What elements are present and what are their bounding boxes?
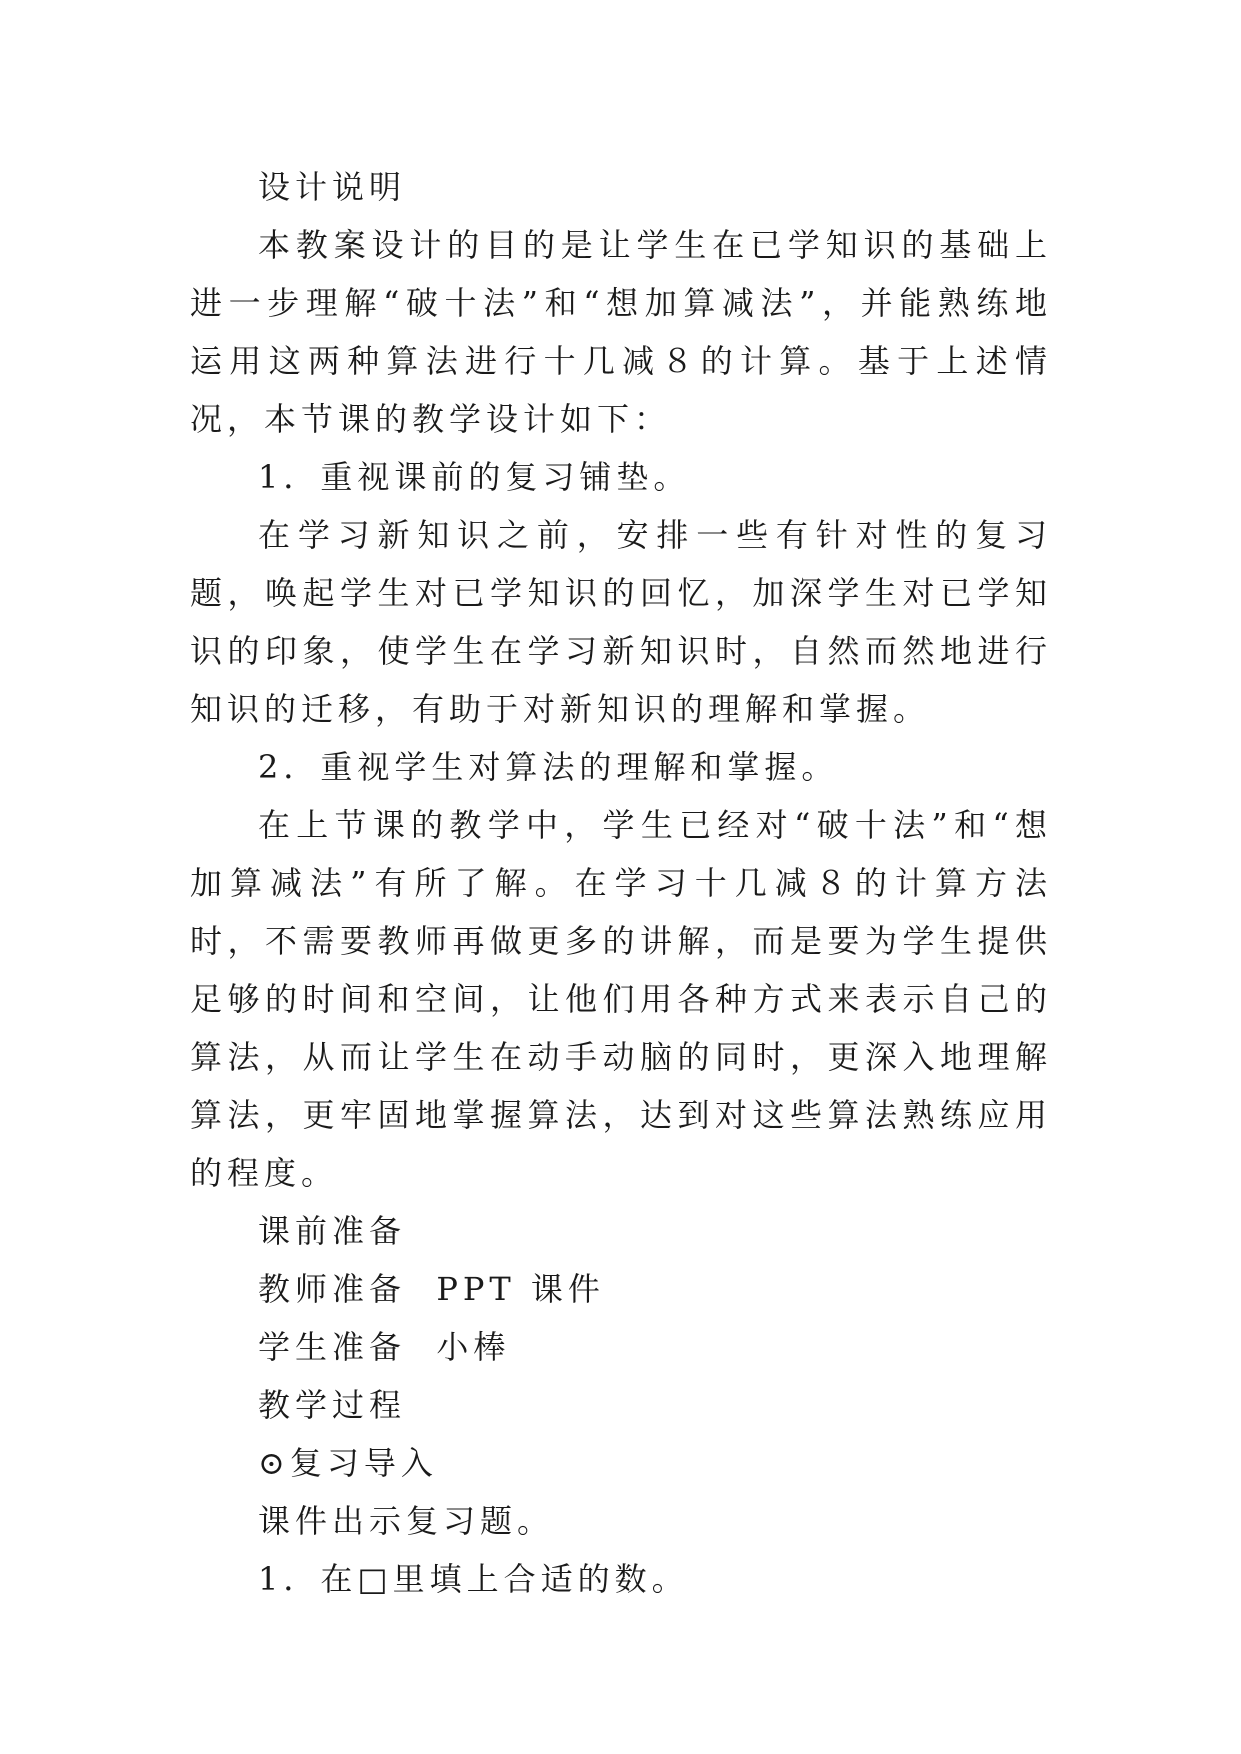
courseware-line: 课件出示复习题。 <box>258 1502 555 1540</box>
review-title: ⊙复习导入 <box>258 1444 438 1482</box>
point2-title: 2．重视学生对算法的理解和掌握。 <box>258 748 839 786</box>
point1-title: 1．重视课前的复习铺垫。 <box>258 458 691 496</box>
document-body <box>190 158 1052 1608</box>
intro-paragraph: 本教案设计的目的是让学生在已学知识的基础上进一步理解“破十法”和“想加算减法”，并能熟练地运用这两种算法进行十几减８的计算。基于上述情况，本节课的教学设计如下： <box>190 226 1052 438</box>
point1-body: 在学习新知识之前，安排一些有针对性的复习题，唤起学生对已学知识的回忆，加深学生对已学知识的印象，使学生在学习新知识时，自然而然地进行知识的迁移，有助于对新知识的理解和掌握。 <box>190 516 1052 728</box>
student-prep: 学生准备 小棒 <box>258 1328 511 1366</box>
prep-title: 课前准备 <box>258 1212 407 1250</box>
exercise-1: 1．在□里填上合适的数。 <box>258 1560 689 1598</box>
point2-body: 在上节课的教学中，学生已经对“破十法”和“想加算减法”有所了解。在学习十几减８的计算方法时，不需要教师再做更多的讲解，而是要为学生提供足够的时间和空间，让他们用各种方式来表示自己的算法，从而让学生在动手动脑的同时，更深入地理解算法，更牢固地掌握算法，达到对这些算法熟练应用的程度。 <box>190 806 1052 1192</box>
design-title: 设计说明 <box>258 168 407 206</box>
teacher-prep: 教师准备 PPT 课件 <box>258 1270 605 1308</box>
process-title: 教学过程 <box>258 1386 407 1424</box>
